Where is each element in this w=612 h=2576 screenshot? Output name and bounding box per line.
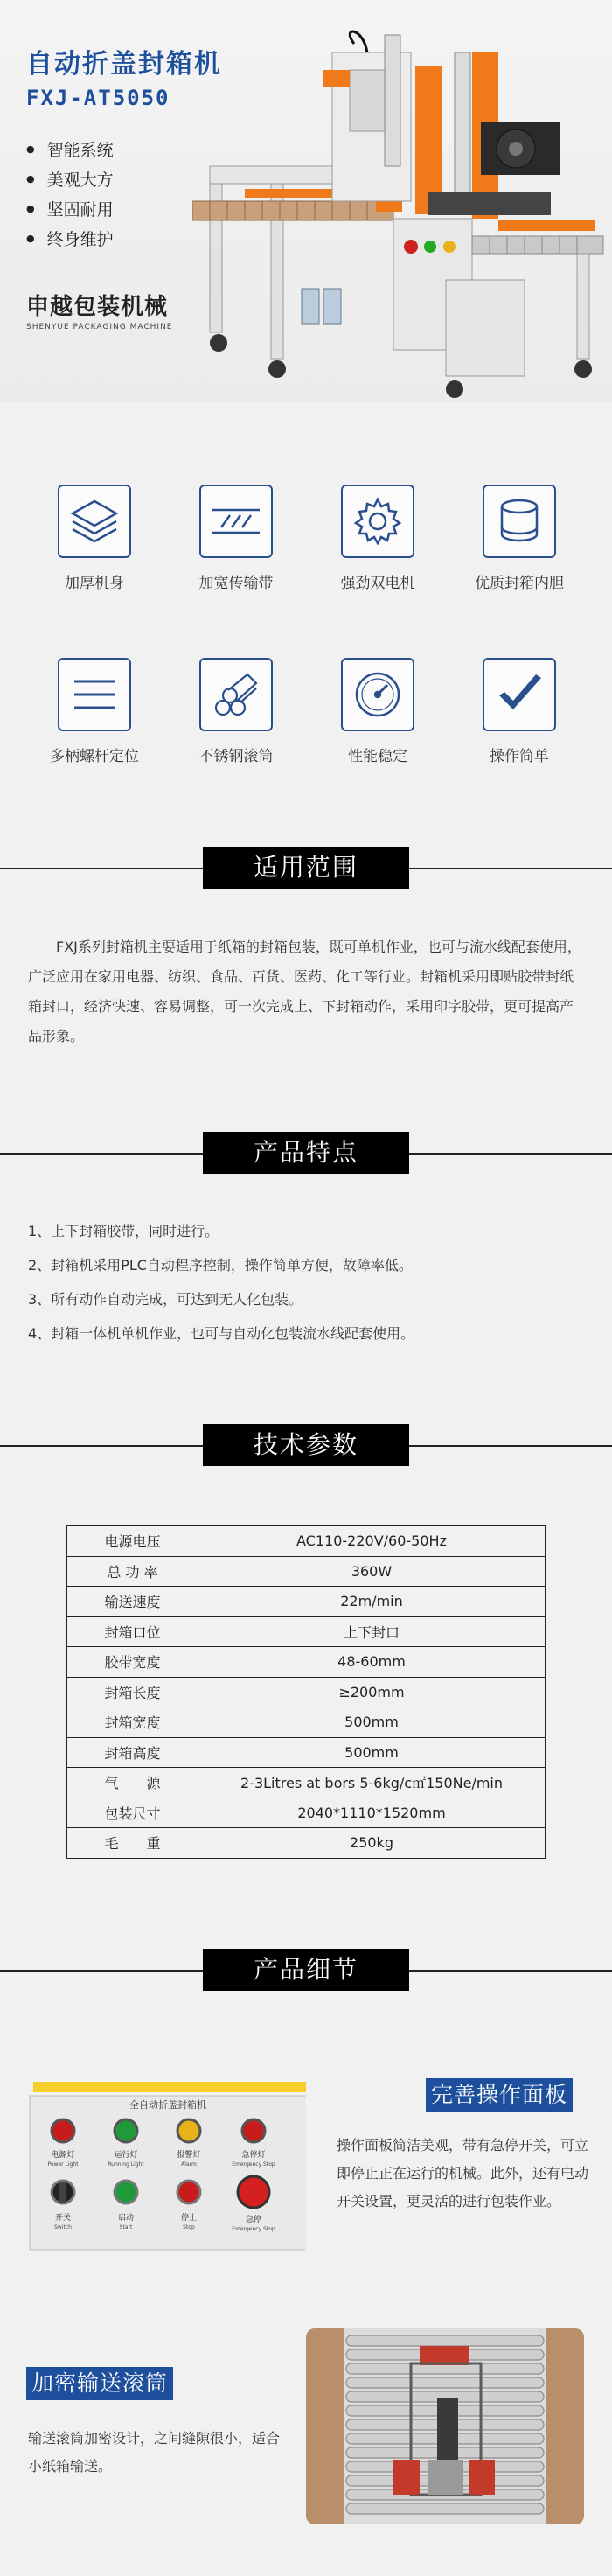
feature-label: 加宽传输带	[198, 575, 274, 592]
section-title: 产品细节	[203, 1949, 409, 1991]
brand-name-cn: 申越包装机械	[26, 294, 169, 320]
hero-bullet: ● 坚固耐用	[26, 195, 114, 225]
layers-icon	[58, 485, 131, 558]
spec-value: 500mm	[198, 1707, 546, 1738]
feature-item	[162, 658, 310, 765]
button-label: 开关	[54, 2214, 72, 2223]
list-item: 1、上下封箱胶带，同时进行。	[28, 1223, 219, 1239]
lamp-label: 急停灯	[241, 2151, 266, 2160]
table-row	[67, 1647, 546, 1678]
spec-value: 500mm	[198, 1737, 546, 1768]
lamp-label: 电源灯	[51, 2151, 75, 2160]
brand-name-en: SHENYUE PACKAGING MACHINE	[26, 323, 173, 332]
gauge-icon	[341, 658, 414, 731]
button-label-en: Switch	[54, 2224, 72, 2230]
spec-key: 胶带宽度	[67, 1647, 198, 1678]
lamp-label-en: Running Light	[108, 2161, 144, 2168]
control-panel-image	[28, 2064, 306, 2255]
button-label-en: Stop	[183, 2224, 195, 2230]
rollers-icon	[199, 658, 273, 731]
feature-item	[303, 485, 452, 592]
table-row	[67, 1677, 546, 1707]
lamp-label: 运行灯	[114, 2151, 138, 2160]
spec-key: 封箱高度	[67, 1737, 198, 1768]
spec-key: 包装尺寸	[67, 1798, 198, 1828]
section-header-scope	[0, 847, 612, 890]
list-item: 4、封箱一体机单机作业，也可与自动化包装流水线配套使用。	[28, 1325, 415, 1342]
section-header-features	[0, 1132, 612, 1176]
conveyor-belt-icon	[199, 485, 273, 558]
panel-plate-title: 全自动折盖封箱机	[129, 2099, 206, 2111]
spec-key: 电源电压	[67, 1526, 198, 1557]
spec-value: 2040*1110*1520mm	[198, 1798, 546, 1828]
spec-key: 封箱口位	[67, 1616, 198, 1647]
spec-value: AC110-220V/60-50Hz	[198, 1526, 546, 1557]
feature-item	[20, 658, 169, 765]
spec-key: 封箱宽度	[67, 1707, 198, 1738]
lines-icon	[58, 658, 131, 731]
detail-text-panel: 操作面板简洁美观，带有急停开关，可立即停止正在运行的机械。此外，还有电动开关设置，更灵活的进行包装作业。	[337, 2137, 589, 2209]
checkmark-icon	[483, 658, 556, 731]
feature-item	[303, 658, 452, 765]
spec-value: 上下封口	[198, 1616, 546, 1647]
hero-bullet: ● 终身维护	[26, 225, 114, 255]
feature-item	[445, 485, 594, 592]
spec-value: 360W	[198, 1556, 546, 1587]
spec-value: 22m/min	[198, 1587, 546, 1617]
section-title: 产品特点	[203, 1132, 409, 1174]
detail-heading-panel: 完善操作面板	[426, 2078, 573, 2112]
section-title: 技术参数	[203, 1424, 409, 1466]
hero-bullet: ● 美观大方	[26, 165, 114, 195]
spec-key: 封箱长度	[67, 1677, 198, 1707]
table-row	[67, 1737, 546, 1768]
hero-model: FXJ-AT5050	[26, 86, 170, 110]
button-label: 启动	[117, 2214, 135, 2223]
spec-table	[66, 1525, 546, 1859]
feature-item	[162, 485, 310, 592]
table-row	[67, 1526, 546, 1557]
spec-value: 48-60mm	[198, 1647, 546, 1678]
lamp-label-en: Power Light	[47, 2161, 79, 2168]
feature-label: 不锈钢滚筒	[198, 748, 274, 765]
feature-label: 操作简单	[490, 748, 549, 765]
gear-icon	[341, 485, 414, 558]
feature-label: 强劲双电机	[340, 575, 415, 592]
table-row	[67, 1556, 546, 1587]
feature-label: 优质封箱内胆	[475, 575, 564, 592]
feature-label: 多柄螺杆定位	[50, 748, 139, 765]
control-panel-illustration	[28, 2064, 306, 2255]
button-label-en: Emergency Stop	[232, 2226, 275, 2232]
feature-label: 加厚机身	[65, 575, 124, 592]
hero-title: 自动折盖封箱机	[26, 49, 222, 80]
feature-item	[445, 658, 594, 765]
scope-text: FXJ系列封箱机主要适用于纸箱的封箱包装，既可单机作业，也可与流水线配套使用，广泛应用在家用电器、纺织、食品、百货、医药、化工等行业。封箱机采用即贴胶带封纸箱封口，经济快速、容易调整，可一次完成上、下封箱动作，采用印字胶带，更可提高产品形象。	[28, 939, 581, 1044]
table-row	[67, 1707, 546, 1738]
spec-key: 气 源	[67, 1768, 198, 1798]
button-label: 急停	[245, 2216, 262, 2224]
cylinder-icon	[483, 485, 556, 558]
roller-image	[306, 2328, 584, 2524]
feature-item	[20, 485, 169, 592]
hero-bullets	[26, 136, 114, 255]
section-title: 适用范围	[203, 847, 409, 889]
brand-logo	[26, 289, 173, 332]
spec-key: 毛 重	[67, 1828, 198, 1859]
table-row	[67, 1798, 546, 1828]
table-row	[67, 1616, 546, 1647]
detail-heading-roller: 加密输送滚筒	[26, 2367, 173, 2400]
button-label-en: Start	[119, 2224, 133, 2230]
hero-banner	[0, 0, 612, 402]
spec-value: ≥200mm	[198, 1677, 546, 1707]
spec-key: 总 功 率	[67, 1556, 198, 1587]
table-row	[67, 1587, 546, 1617]
feature-label: 性能稳定	[348, 748, 407, 765]
spec-value: 250kg	[198, 1828, 546, 1859]
spec-value: 2-3Litres at bors 5-6kg/c㎡150Ne/min	[198, 1768, 546, 1798]
machine-illustration	[192, 17, 612, 402]
list-item: 2、封箱机采用PLC自动程序控制，操作简单方便，故障率低。	[28, 1257, 413, 1274]
roller-illustration	[306, 2328, 584, 2524]
detail-text-roller: 输送滚筒加密设计，之间缝隙很小，适合小纸箱输送。	[28, 2430, 281, 2475]
table-row	[67, 1828, 546, 1859]
list-item: 3、所有动作自动完成，可达到无人化包装。	[28, 1291, 303, 1308]
lamp-label-en: Emergency Stop	[232, 2161, 275, 2168]
section-header-specs	[0, 1424, 612, 1468]
hero-bullet: ● 智能系统	[26, 136, 114, 165]
lamp-label-en: Alarm	[181, 2161, 197, 2168]
button-label: 停止	[180, 2214, 198, 2223]
feature-points	[28, 1214, 588, 1351]
table-row	[67, 1768, 546, 1798]
spec-key: 输送速度	[67, 1587, 198, 1617]
section-header-details	[0, 1949, 612, 1993]
lamp-label: 报警灯	[177, 2151, 201, 2160]
